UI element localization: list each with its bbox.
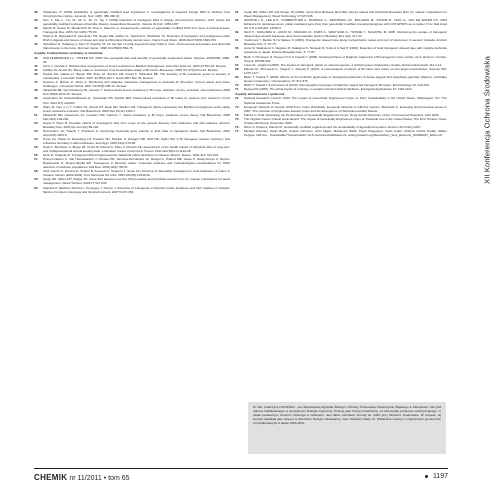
reference-number: 75. <box>235 116 240 121</box>
reference-text: Downes S, Mahon R, Olsen K. Monitoring and adaptive resistance management in Australia for Bt-cotton: current status and future challenges. J Invertebr Pathol. 2007 Jul;95(3):208-13. Review. <box>43 80 230 89</box>
reference-text: Ferré J, Van Rie J. Biochemistry and genetics of insect resistance to Bacillus thuringiensis. Annu Rev Entomol. 2002;47:501-33. Review. <box>43 64 227 69</box>
footer-separator: • <box>103 475 107 482</box>
page-footer <box>34 468 448 489</box>
reference-entry <box>235 129 447 137</box>
reference-number: 58. <box>34 169 39 174</box>
reference-text: Tabashnik BE, Gassmann AJ, Crowder DW, Carrière Y. Insect resistance to Bt crops: evidence versus theory. Nat Biotechnol. 2008 Feb;26(2):199-202. <box>43 112 230 121</box>
reference-list <box>34 56 230 194</box>
reference-entry <box>34 137 230 145</box>
reference-number: 43. <box>34 56 39 61</box>
reference-text: SAJI H., NAKAJIMA N., AONO M., TAMAOKI M., KUBO A., WAKIYAMA S., HATASE Y., NAGATSU M. 2005. Monitoring the escape of transgenic oilseed rape around Japanese ports and roadsides. Environ Biosafety Res 4(4): 217-22. <box>244 30 447 39</box>
reference-text: Bøhn T, Traavik T. (2008). Effects of the herbicide glyphosate on biological parameters of Aedes aegypti and Anopheles gambiae (Diptera, Culicidae) larvae in laboratory. Chemosphere 70: 871-876. <box>244 74 447 83</box>
reference-text: Heinemann JA, Traavik T. Problems in monitoring horizontal gene transfer in field trials of transgenic plants. Nat Biotechnol. 2004 Sep;22(9):1105-9. <box>43 128 230 137</box>
reference-entry <box>34 88 230 96</box>
references-right-column <box>235 10 447 137</box>
reference-number: 57. <box>34 157 39 162</box>
reference-text: Lövei GL, Arpaia S (2005). The impact of transgenic plants on natural enemies: a critical review of laboratory studies. Entomol Exp Applic 114:1-14. <box>244 62 443 67</box>
page-number-block <box>425 473 448 480</box>
issue-number: nr 11/2011 <box>69 475 102 482</box>
reference-entry <box>34 72 230 80</box>
reference-text: European Network of Genetic GMO-Free Crops Worldwide, European Network of GM-free regions. Benbrook C. Emerging Environmental Issues in 2007: The Overuse of Glyphosate-tolerant Crops and the Emergence of Herbicide-resistant Weeds. <box>244 104 447 113</box>
reference-number: 38. <box>34 10 39 14</box>
reference-entry <box>34 177 230 185</box>
reference-number: 61. <box>235 10 240 14</box>
reference-entry <box>34 169 230 177</box>
reference-text: Gassmann AJ, Petzold-Maxwell JL, Keweshan RS, Dunbar MW. Field-evolved resistance to Bt maize by western corn rootworm. PLoS One. 2011;6(7):e22629. <box>43 96 230 105</box>
reference-text: Zhao JZ, Cao J, Li Y, Collins HL, Roush RT, Earle ED, Shelton AM. Transgenic plants expressing two Bacillus thuringiensis toxins delay insect resistance evolution. Nat Biotechnol. 2003 Dec;21(12):1493-7. <box>43 104 230 113</box>
reference-number: 45. <box>34 68 39 73</box>
conference-title: XII Konferencja Ochrona Środowiska <box>482 56 492 184</box>
page-number: 1197 <box>432 473 448 480</box>
reference-number: 46. <box>34 72 39 77</box>
reference-entry <box>34 34 230 42</box>
reference-entry <box>235 87 447 91</box>
reference-text: Gealy DR, Mitten DH, Rutger JN. Gene flow between red rice (Oryza sativa) and herbicide-resistant rice (O. sativa): implications for weed management. Weed Technol. 2003;17:627-645. <box>43 177 230 186</box>
reference-entry <box>235 30 447 38</box>
reference-text: WATRUD L.S., LEE E.H., FAIRBROTHER A., BURDICK C., REICHMAN J.R., BOLLMAN M., STORM M., KING G., VAN DE WATER P.K. 2004 Evidence for landscape-level, pollen-mediated gene flow from genetically modified creeping bentgrass with CP4 EPSPS as a marker. Proc Natl Acad Sci U S A 101(40): 14533-8 <box>244 18 447 31</box>
reference-list <box>34 10 230 50</box>
reference-number: 70. <box>235 82 240 87</box>
reference-number: 41. <box>34 34 39 39</box>
reference-number: 48. <box>34 88 39 93</box>
volume-number: tom 65 <box>108 475 130 482</box>
reference-text: Snow AA, Pilson D, Rieseberg LH, Paulsen MJ, Pleskac N, Reagon MR, Wolf DE, Selbo SM. A Bt transgene reduces herbivory and enhances fecundity in wild sunflowers. Ecol Appl. 2003;13(2):279-86. <box>43 136 230 145</box>
reference-number: 74. <box>235 112 240 117</box>
reference-number: 76. <box>235 124 240 129</box>
reference-text: Sharma R, Damgaard D, Alexander TW, Dugan ME, Aalhus JL, Stanford K, McAllister TA. Detection of transgenic and endogenous plant DNA in digesta and tissues of sheep and pigs fed Roundup Ready canola meal. J Agric Food Chem. 2006 Mar 8;54(5):1699-709. <box>43 34 230 43</box>
reference-text: Heckel DG, Gahan LJ, Baxter SW, Zhao JZ, Shelton AM, Gould F, Tabashnik BE. The diversity of Bt resistance genes in species of Lepidoptera. J Invertebr Pathol. 2007 Jul;95(3):192-7. Epub 2007 Mar 25. Review. <box>43 72 230 81</box>
reference-entry <box>34 18 230 26</box>
reference-entry <box>34 10 230 18</box>
reference-entry <box>34 129 230 137</box>
reference-text: Bøhn T, Traavik T & Primicerio R (2010). Demographic responses of Daphnia magna fed transgenic Bt-maize. Ecotoxicology 19: 419-430. <box>244 82 430 87</box>
conference-side-banner <box>476 30 498 210</box>
reference-text: Chatterjee, P. (2008) Availability of genetically modified feed ingredients II: investigations of ingested foreign DNA in rainbow trout Oncorhynchus mykiss. Aquacult. Nutr. 14(5): 380-390 [1] <box>43 10 230 19</box>
reference-number: 56. <box>34 153 39 158</box>
reference-number: 71. <box>235 86 240 91</box>
reference-text: WOLFENBARGER L.L., PHIFER P.R. 2000 The ecological risks and benefits of genetically engineered plants. Science. 290(5499): 2088-93. <box>43 56 230 65</box>
reference-text: Aono M, Wakiyama S, Nagatsu M, Nakajima N, Tamaoki M, Kubo A & Saji H (2006). Detection of feral transgenic oilseed rape with multiple-herbicide resistance in Japan. Environ Biosafety Res. 5: 77-87. <box>244 46 447 55</box>
reference-text: Relyea RA (2005). The lethal impact of roundup on aquatic and terrestrial amphibians. Ecological Applications 15: 1118-1124. <box>244 86 413 91</box>
section-subheading: Aspekty środowiskowe i problemy w rolnictwie, <box>34 51 104 56</box>
reference-number: 59. <box>34 177 39 182</box>
reference-number: 54. <box>34 136 39 141</box>
reference-number: 53. <box>34 128 39 133</box>
journal-info <box>34 473 130 482</box>
reference-number: 42. <box>34 42 39 47</box>
reference-text: National Research Council. 2010. The Impact of Genetically Engineered Crops on Farm Sustainability in the United States. Washington, DC: The National Academies Press. <box>244 96 447 105</box>
reference-text: Gealy DR, Mitten DH and Rutger JN (2003). Gene Flow Between Red Rice (Oryza sativa) and Herbicide-Resistant Rice (O. sativa): Implications for Weed Management. Weed Technology 17:627-645. <box>244 10 447 19</box>
reference-number: 77. <box>235 128 240 133</box>
reference-text: Bohn T, Primicerio R, Hessen D.O & Traavik T (2008). Reduced fitness of Daphnia magna fed a Bt-transgenic maize variety. Arch. Environ. Contam. Toxicol. 55:584-592. <box>244 54 447 63</box>
bullet-icon <box>425 475 428 478</box>
reference-entry <box>235 18 447 30</box>
reference-entry <box>34 121 230 129</box>
reference-entry <box>34 105 230 113</box>
reference-text: Snell C, Bernheim A, Bergé JB, Kuntz M, Pascal G, Paris A, Ricroch AE. Assessment of the health impact of GM plant diets in long-term and multigenerational animal feeding trials: a literature review. Food Chem Toxicol. 2012 Mar;50(3-4):1134-48. <box>43 145 230 154</box>
reference-entry <box>235 38 447 46</box>
reference-number: 50. <box>34 104 39 109</box>
reference-number: 62. <box>235 18 240 23</box>
reference-text: Failure to Yield: Evaluating the Performance of Genetically Engineered Crops. Doug Gurian-Sherman. Union of Concerned Scientists, April 2009. <box>244 112 440 117</box>
reference-entry <box>235 10 447 18</box>
reference-text: Marvier M., McCreedy C., Regetz J., Kareiva P. (2007). A meta-analysis of effects of Bt cotton and maize on non-target invertebrates. Science 316: 1475-1477. <box>244 66 447 75</box>
reference-entry <box>34 157 230 169</box>
reference-entry <box>235 55 447 63</box>
reference-entry <box>34 26 230 34</box>
reference-text: Rizzo S, Pivato A, Macchi M, Genetically modified organisms and the sustainability of agricultural systems. Environ Sci Policy 2010. <box>244 124 422 129</box>
journal-name: CHEMIK <box>34 473 68 482</box>
reference-entry <box>34 145 230 153</box>
reference-entry <box>235 67 447 75</box>
reference-text: Quist D, Chapela IH. Transgenic DNA introgressed into traditional maize landraces in Oaxaca, Mexico. Nature. 2001;414: 541-543. <box>43 153 220 158</box>
reference-number: 65. <box>235 46 240 51</box>
reference-text: Tabashnik BE, Van Rensburg JB, Carrière Y. Field-evolved insect resistance to Bt crops: definition, theory, and data. J Econ Entomol. 2009 Dec;102(6):2011-25. Review. <box>43 88 230 97</box>
reference-number: 67. <box>235 62 240 67</box>
reference-number: 39. <box>34 18 39 23</box>
reference-entry <box>235 75 447 83</box>
reference-number: 40. <box>34 26 39 31</box>
reference-text: Mazza R, Soave M, Morlacchini M, Piva G, Marocco A. Assessing the transfer of genetically modified DNA from feed to animal tissues. Transgenic Res. 2005 Oct;14(5):775-84. <box>43 26 230 35</box>
reference-entry <box>235 117 447 125</box>
reference-entry <box>34 80 230 88</box>
reference-entry <box>34 96 230 104</box>
references-left-column <box>34 10 230 194</box>
section-subheading: Aspekty ekonomiczne i społeczne <box>235 91 285 96</box>
reference-entry <box>235 46 447 54</box>
reference-number: 66. <box>235 54 240 59</box>
reference-list <box>235 10 447 91</box>
reference-number: 73. <box>235 104 240 109</box>
reference-number: 52. <box>34 120 39 125</box>
reference-text: Gabriels P, Martinez Zarzoso I, Kornegay J, Franco J. Detection of transgenes in Mexican maize landraces and their relatives in Oaxaca, Mexico. Frontiers in Ecology and the Environment. 2007;5:247-252. <box>43 185 230 194</box>
reference-number: 72. <box>235 96 240 101</box>
reference-text: Sun, T., Ma, L., Liu, W., Ali, S., Xu, H., Jia, Y. (2009) Detection of transgenic DNA in tilapias (Oreochromis niloticus, GIFT strain) fed genetically modified soybeans (Roundup Ready). Aquaculture Research, Volume 40 (12): 1350-1357 <box>43 18 230 27</box>
reference-number: 51. <box>34 112 39 117</box>
reference-number: 64. <box>235 38 240 43</box>
reference-text: Yoshimura Y, Beckie HJ & Matsuo K (2006). Transgenic oilseed rape along transportation routes and port of Vancouver in western Canada. Environ Biosafety Res. 5: 67-75. <box>244 38 447 47</box>
reference-entry <box>34 56 230 64</box>
reference-text: Griffitts JS, Aroian RV. Many roads to resistance: how invertebrates adapt to Bt toxins. Bioessays. 2005 Jun;27(6):614-24. Review. <box>43 68 219 73</box>
reference-text: Pineyro-Nelson A, Van Heerwaarden J, Perales HR, Serratos-Hernández JA, Rangel A, Hufford MB, Gepts P, Garay-Arroyo A, Rivera-Bustamante R, Alvarez-Buylla ER. Transgenes in Mexican maize: molecular evidence and methodological considerations for GMO detection in landrace populations. Mol Ecol. 2009;18(4):750-61. <box>43 157 230 170</box>
reference-entry <box>34 186 230 194</box>
reference-text: The Organic Center Critical Issue Report: The Impact of Genetically Engineered Crops on Pesticide Use in the United States: The First Thirteen Years. Charles Benbrook, November 2009. <box>244 116 447 125</box>
reference-list <box>235 96 447 136</box>
reference-number: 68. <box>235 66 240 71</box>
reference-text: Gepts P. Ryan R. Possible effects of (transgenic) flow from crops on the genetic diversity from landraces and wild relatives. Environ Biosafety Res. 2003 Apr-Jun;2(2):89-103. <box>43 120 230 129</box>
reference-number: 55. <box>34 145 39 150</box>
reference-text: Michael Antoniou, Paulo Brack, Andres Carrasco, John Fagan, Mohamed Habib, Paulo Kageyama, Carlo Leifert, Rubens Onofre Nodari, Walter Pengue. GM Soy - Sustainable? Responsible? GLS Gemeinschaftsbank eG; www.gmwatch.org/files/GMsoy_Sust_Respons_SUMMARY_ENG.pdf <box>244 128 447 137</box>
reference-number: 60. <box>34 185 39 190</box>
author-bio-box: Dr hab. Katarzyna LISOWSKA - jest absolwentką Wydziału Biologii i Ochrony Środowiska Uniwersytetu Śląskiego w Katowicach. Ma tytuł doktora habilitowanego w specjalności biologia medyczna. Pracuje jako biolog molekularny, na stanowisku profesora nadzwyczajnego, w dziale badawczym Centrum Onkologii w Gliwicach. Jest także członkiem Komisji ds. GMO przy Ministrze Środowiska. W zespole, tej komisji zasiadała jako ekspert w dziedzinie biologii molekularnej. Jest członkiem Rady ds. Wdrażania Ustawy o organizmach genetycznie zmodyfikowanych w latach 2006-2011. <box>248 402 446 454</box>
reference-text: Schubbert R, Hohlweg U, Renz D, Doerfler W. On the fate of orally ingested foreign DNA in mice: chromosomal association and placental transmission to the fetus. Mol Gen Genet. 1998 Oct;259(6):569-76. <box>43 42 230 51</box>
reference-number: 49. <box>34 96 39 101</box>
reference-text: Ortiz-García S, Ezcurra E, Schoel B, Acevedo F, Soberón J, Snow AA. Absence of detectable transgenes in local landraces of maize in Oaxaca, Mexico (2003-2004). Proc Natl Acad Sci USA. 2005;102(35):12338-43. <box>43 169 230 178</box>
reference-number: 69. <box>235 74 240 79</box>
reference-entry <box>235 96 447 104</box>
reference-number: 44. <box>34 64 39 69</box>
reference-number: 47. <box>34 80 39 85</box>
reference-entry <box>34 113 230 121</box>
reference-entry <box>34 42 230 50</box>
reference-number: 63. <box>235 30 240 35</box>
reference-entry <box>235 105 447 113</box>
